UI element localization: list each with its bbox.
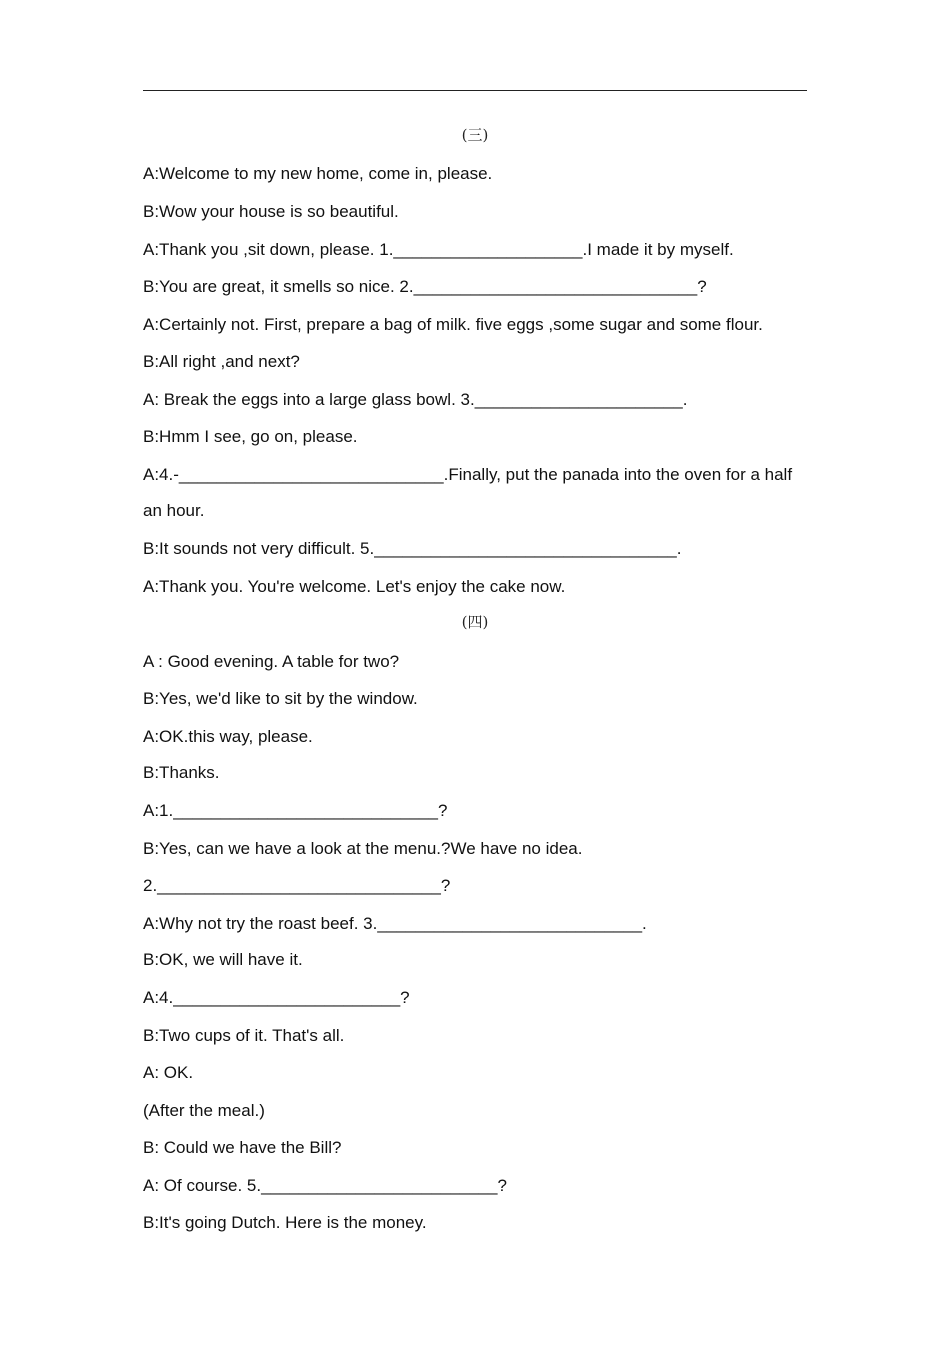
dialogue-line: an hour. [143, 501, 205, 520]
section-4-heading: (四) [461, 613, 489, 631]
dialogue-line: A: Break the eggs into a large glass bowl. 3.______________________. [143, 390, 688, 409]
section-3-heading: (三) [461, 126, 489, 144]
dialogue-line: B:It sounds not very difficult. 5.________________________________. [143, 539, 682, 558]
dialogue-line: B:Hmm I see, go on, please. [143, 427, 358, 446]
dialogue-line: A:OK.this way, please. [143, 727, 313, 746]
header-rule [143, 90, 807, 91]
dialogue-line: A:Thank you ,sit down, please. 1.____________________.I made it by myself. [143, 240, 734, 259]
dialogue-line: B:Wow your house is so beautiful. [143, 202, 399, 221]
dialogue-line: B:OK, we will have it. [143, 950, 303, 969]
dialogue-line: A:Welcome to my new home, come in, please. [143, 164, 493, 183]
dialogue-line: B:All right ,and next? [143, 352, 300, 371]
dialogue-line: A:Thank you. You're welcome. Let's enjoy the cake now. [143, 577, 566, 596]
dialogue-line: (After the meal.) [143, 1101, 265, 1120]
dialogue-line: 2.______________________________? [143, 876, 451, 895]
dialogue-line: A:Certainly not. First, prepare a bag of milk. five eggs ,some sugar and some flour. [143, 315, 763, 334]
dialogue-line: B:Two cups of it. That's all. [143, 1026, 345, 1045]
dialogue-line: A:Why not try the roast beef. 3.____________________________. [143, 914, 647, 933]
dialogue-line: A:1.____________________________? [143, 801, 448, 820]
dialogue-line: A:4.________________________? [143, 988, 410, 1007]
dialogue-line: B:Yes, can we have a look at the menu.?We have no idea. [143, 839, 583, 858]
dialogue-line: B:Yes, we'd like to sit by the window. [143, 689, 418, 708]
dialogue-line: A: OK. [143, 1063, 194, 1082]
dialogue-line: B:You are great, it smells so nice. 2.______________________________? [143, 277, 707, 296]
dialogue-line: B:It's going Dutch. Here is the money. [143, 1213, 427, 1232]
dialogue-line: B: Could we have the Bill? [143, 1138, 342, 1157]
dialogue-line: B:Thanks. [143, 763, 220, 782]
dialogue-line: A:4.-____________________________.Finally, put the panada into the oven for a half [143, 465, 793, 484]
dialogue-line: A : Good evening. A table for two? [143, 652, 400, 671]
dialogue-line: A: Of course. 5._________________________? [143, 1176, 507, 1195]
